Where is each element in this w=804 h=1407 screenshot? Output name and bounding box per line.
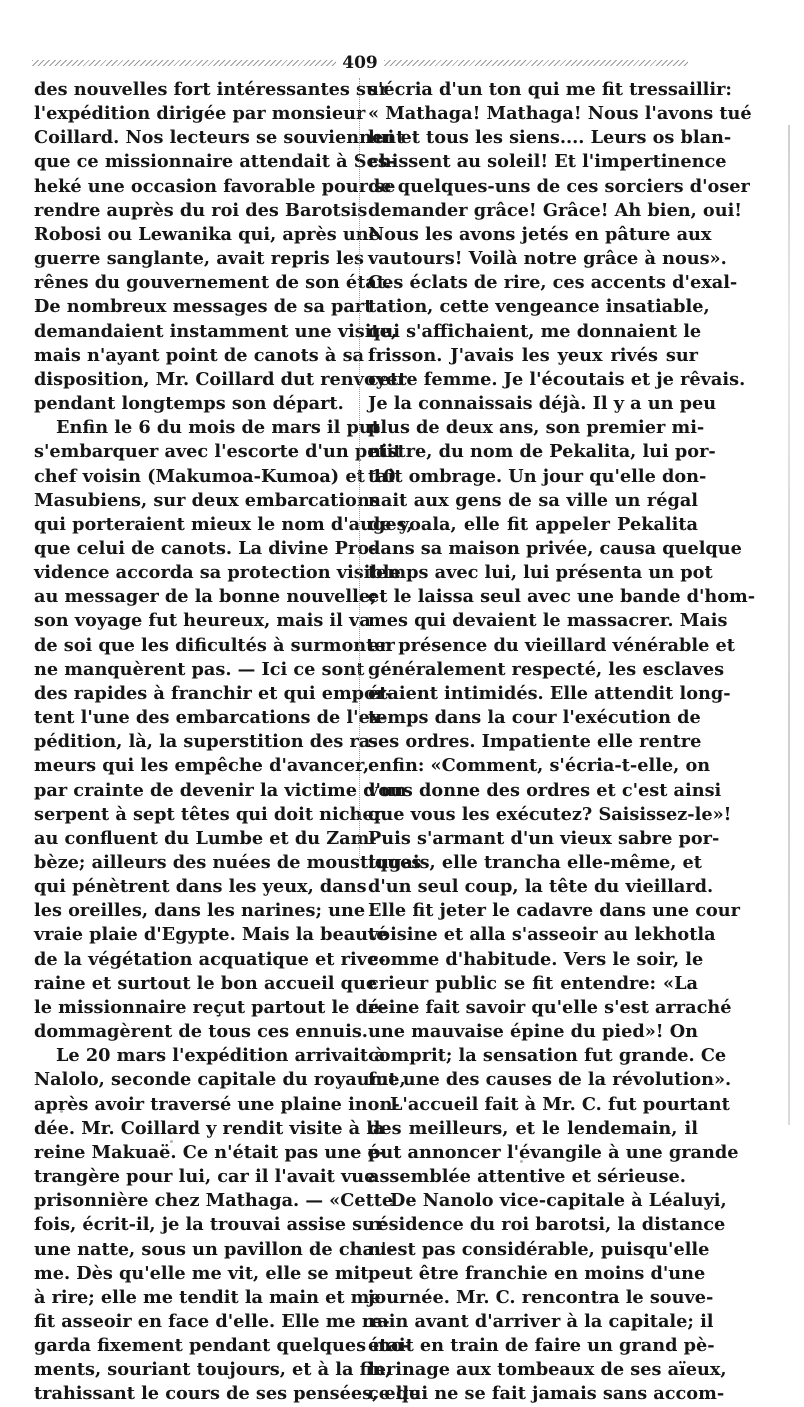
right-column-text-line: en présence du vieillard vénérable et <box>368 634 735 656</box>
right-column-text-line: mes qui devaient le massacrer. Mais <box>368 610 728 632</box>
left-column-text-line: Nalolo, seconde capitale du royaume, <box>34 1069 406 1091</box>
right-column-text-line: de yoala, elle fit appeler Pekalita <box>368 513 698 535</box>
right-column-text-line: résidence du roi barotsi, la distance <box>368 1214 726 1236</box>
column-divider <box>359 78 360 858</box>
left-column-text-line: que ce missionnaire attendait à Ses- <box>34 151 396 173</box>
left-column-text-line: pendant longtemps son départ. <box>34 393 344 415</box>
left-column-text-line: après avoir traversé une plaine inon- <box>34 1093 400 1115</box>
left-column-text-line: vidence accorda sa protection visible <box>34 562 401 584</box>
right-column-text-line: put annoncer l'évangile à une grande <box>368 1141 739 1163</box>
right-column-text-line: ses ordres. Impatiente elle rentre <box>368 731 702 753</box>
page-number: 409 <box>342 53 378 73</box>
left-column-text-line: une natte, sous un pavillon de chau- <box>34 1238 395 1260</box>
right-column-text-line: peut être franchie en moins d'une <box>368 1262 706 1284</box>
right-column-text-line: étaient intimidés. Elle attendit long- <box>368 682 731 704</box>
left-column-text-line: me. Dès qu'elle me vit, elle se mit <box>34 1262 369 1284</box>
left-column-text-line: des rapides à franchir et qui empor- <box>34 682 393 704</box>
right-column-text-line: vous donne des ordres et c'est ainsi <box>368 779 722 801</box>
right-column-text-line: tation, cette vengeance insatiable, <box>368 296 710 318</box>
left-column-text-line: ne manquèrent pas. — Ici ce sont <box>34 658 365 680</box>
right-column-text-line: dans sa maison privée, causa quelque <box>368 537 742 559</box>
right-column-text-line: L'accueil fait à Mr. C. fut pourtant <box>390 1093 730 1115</box>
right-column-text-line: d'un seul coup, la tête du vieillard. <box>368 876 714 898</box>
left-column-text-line: au messager de la bonne nouvelle; <box>34 586 377 608</box>
left-column-text-line: guerre sanglante, avait repris les <box>34 248 364 270</box>
left-column-text-line: de soi que les dificultés à surmonter <box>34 634 395 656</box>
right-column-text-line: lui et tous les siens.... Leurs os blan- <box>368 127 732 149</box>
right-column-text-line: et le laissa seul avec une bande d'hom- <box>368 586 756 608</box>
right-column-text-line: journée. Mr. C. rencontra le souve- <box>368 1286 714 1308</box>
left-column-text-line: heké une occasion favorable pour se <box>34 175 396 197</box>
right-column-text-line: que vous les exécutez? Saisissez-le»! <box>368 803 732 825</box>
right-column-text-line: nistre, du nom de Pekalita, lui por- <box>368 441 716 463</box>
left-column-text-line: au confluent du Lumbe et du Zam- <box>34 827 377 849</box>
right-column-text-line: De Nanolo vice-capitale à Léaluyi, <box>390 1190 727 1212</box>
left-column-text-line: meurs qui les empêche d'avancer, <box>34 755 370 777</box>
right-column-text-line: Puis s'armant d'un vieux sabre por- <box>368 827 720 849</box>
left-column-text-line: trahissant le cours de ses pensées, elle <box>34 1383 421 1405</box>
right-column-text-line: demander grâce! Grâce! Ah bien, oui! <box>368 199 743 221</box>
left-column-text-line: dée. Mr. Coillard y rendit visite à la <box>34 1117 385 1139</box>
right-column-text-line: assemblée attentive et sérieuse. <box>368 1166 686 1188</box>
left-column-text-line: bèze; ailleurs des nuées de moustiques <box>34 852 422 873</box>
left-column-text-line: fit asseoir en face d'elle. Elle me re- <box>34 1310 390 1332</box>
left-column-text-line: à rire; elle me tendit la main et me <box>34 1286 381 1308</box>
right-column-text-line: nait aux gens de sa ville un régal <box>368 489 698 511</box>
left-column-text-line: des nouvelles fort intéressantes sur <box>34 79 389 100</box>
right-column-text-line: des meilleurs, et le lendemain, il <box>368 1117 698 1139</box>
left-column-text-line: Masubiens, sur deux embarcations <box>34 489 380 511</box>
right-column-text-line: reine fait savoir qu'elle s'est arraché <box>368 996 732 1018</box>
header-rule-right <box>384 60 688 66</box>
right-column-text-line: s'écria d'un ton qui me fit tressaillir: <box>368 79 732 100</box>
right-column-text-line: n'est pas considérable, puisqu'elle <box>368 1238 710 1260</box>
left-column-text-line: les oreilles, dans les narines; une <box>34 900 366 922</box>
right-column-text-line: comprit; la sensation fut grande. Ce <box>368 1045 727 1067</box>
left-column-text-line: prisonnière chez Mathaga. — «Cette <box>34 1190 394 1212</box>
left-column-text-line: trangère pour lui, car il l'avait vue <box>34 1166 376 1188</box>
right-column-text-line: généralement respecté, les esclaves <box>368 658 725 680</box>
right-column-text-line: rain avant d'arriver à la capitale; il <box>368 1310 714 1332</box>
left-column-text-line: disposition, Mr. Coillard dut renvoyer <box>34 368 407 390</box>
right-column-text-line: qui s'affichaient, me donnaient le <box>368 320 702 342</box>
header-rule-left <box>32 60 336 66</box>
left-column-text-line: dommagèrent de tous ces ennuis. <box>34 1021 368 1043</box>
right-column-text-line: Nous les avons jetés en pâture aux <box>368 223 712 245</box>
right-column-text-line: « Mathaga! Mathaga! Nous l'avons tué <box>368 103 752 125</box>
right-column-text-line: enfin: «Comment, s'écria-t-elle, on <box>368 755 711 777</box>
left-column-text-line: qui porteraient mieux le nom d'auges, <box>34 513 413 535</box>
left-column-text-line: Coillard. Nos lecteurs se souviennent <box>34 127 405 149</box>
right-column-text-line: de quelques-uns de ces sorciers d'oser <box>368 175 750 197</box>
page-edge-shadow <box>788 125 790 1125</box>
left-column-text-line: qui pénètrent dans les yeux, dans <box>34 876 367 898</box>
right-column-text-line: était en train de faire un grand pè- <box>368 1335 715 1357</box>
page-header <box>32 50 688 76</box>
left-column-text-line: de la végétation acquatique et rive- <box>34 948 386 970</box>
right-column-text-line: Ces éclats de rire, ces accents d'exal- <box>368 272 738 294</box>
left-column-text-line: par crainte de devenir la victime d'un <box>34 779 407 801</box>
right-column-text-line: vautours! Voilà notre grâce à nous». <box>368 248 727 270</box>
right-column-text-line: crieur public se fit entendre: «La <box>368 972 698 994</box>
right-column-text-line: comme d'habitude. Vers le soir, le <box>368 948 704 970</box>
left-column-text-line: pédition, là, la superstition des ra- <box>34 731 378 753</box>
right-column-text-line: temps dans la cour l'exécution de <box>368 707 701 729</box>
left-column-text-line: rendre auprès du roi des Barotsis <box>34 199 368 221</box>
left-column-text-line: que celui de canots. La divine Pro- <box>34 537 377 559</box>
left-column-text-line: Enfin le 6 du mois de mars il put <box>56 417 380 439</box>
left-column-text-line: raine et surtout le bon accueil que <box>34 972 378 994</box>
left-column-text-line: son voyage fut heureux, mais il va <box>34 610 371 632</box>
right-column-text-line: fut une des causes de la révolution». <box>368 1069 732 1091</box>
left-column-text-line: tent l'une des embarcations de l'ex- <box>34 707 388 729</box>
left-column-text-line: De nombreux messages de sa part <box>34 296 373 318</box>
right-column-text-line: une mauvaise épine du pied»! On <box>368 1021 698 1043</box>
right-column-text-line: plus de deux ans, son premier mi- <box>368 417 705 439</box>
left-column-text-line: serpent à sept têtes qui doit nicher <box>34 803 383 825</box>
left-column-text-line: s'embarquer avec l'escorte d'un petit <box>34 441 402 463</box>
right-column-text-line: frisson. J'avais les yeux rivés sur <box>368 344 698 366</box>
left-column-text-line: mais n'ayant point de canots à sa <box>34 344 364 366</box>
left-column-text-line: demandaient instamment une visite, <box>34 320 398 342</box>
left-column-text-line: Le 20 mars l'expédition arrivait à <box>56 1045 386 1067</box>
left-column-text-line: chef voisin (Makumoa-Kumoa) et 10 <box>34 465 396 487</box>
left-column-text-line: ments, souriant toujours, et à la fin, <box>34 1359 392 1381</box>
bleed-through-specks <box>50 1090 650 1210</box>
left-column-text-line: l'expédition dirigée par monsieur <box>34 103 366 125</box>
right-column-text-line: lerinage aux tombeaux de ses aïeux, <box>368 1359 727 1381</box>
left-column-text-line: le missionnaire reçut partout le dé- <box>34 996 387 1018</box>
right-column-text-line: tugais, elle trancha elle-même, et <box>368 852 702 873</box>
left-column-text-line: garda fixement pendant quelques mo- <box>34 1335 411 1357</box>
right-column-text-line: voisine et alla s'asseoir au lekhotla <box>368 924 716 946</box>
left-column-text-line: Robosi ou Lewanika qui, après une <box>34 223 380 245</box>
left-column-text-line: reine Makuaë. Ce n'était pas une é- <box>34 1141 387 1163</box>
left-column-text-line: fois, écrit-il, je la trouvai assise sur <box>34 1214 385 1236</box>
right-column-text-line: tait ombrage. Un jour qu'elle don- <box>368 465 707 487</box>
right-column-text-line: cette femme. Je l'écoutais et je rêvais. <box>368 368 746 390</box>
left-column-text-line: rênes du gouvernement de son état. <box>34 272 392 294</box>
right-column-text-line: Elle fit jeter le cadavre dans une cour <box>368 900 740 922</box>
right-column-text-line: chissent au soleil! Et l'impertinence <box>368 151 727 173</box>
right-column-text-line: temps avec lui, lui présenta un pot <box>368 562 713 584</box>
left-column-text-line: vraie plaie d'Egypte. Mais la beauté <box>34 924 388 946</box>
right-column-text-line: Je la connaissais déjà. Il y a un peu <box>368 393 717 415</box>
right-column-text-line: ce qui ne se fait jamais sans accom- <box>368 1383 725 1405</box>
